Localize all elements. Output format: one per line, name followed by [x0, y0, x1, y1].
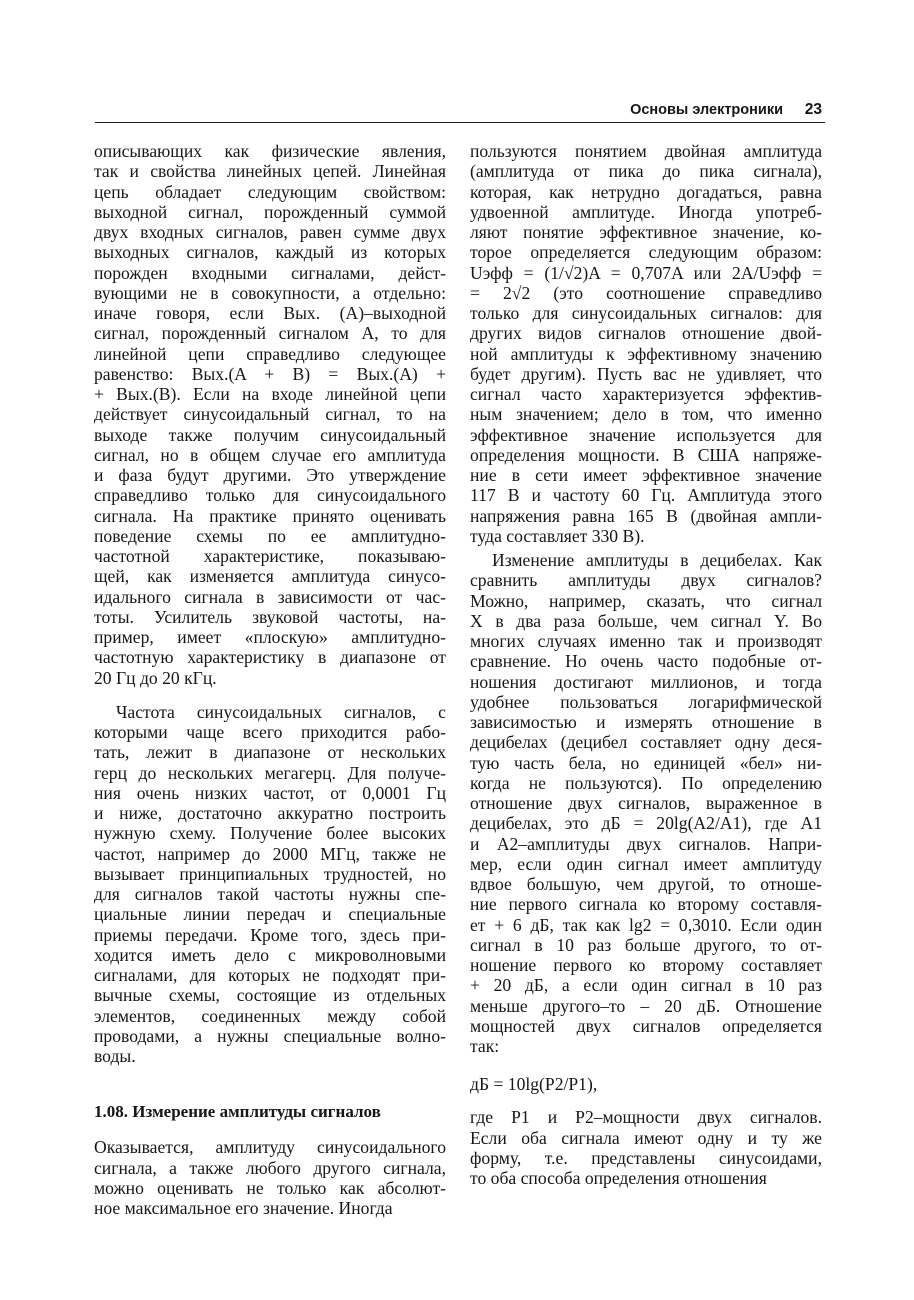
text-line: сравнить амплитуды двух сигналов? — [470, 570, 822, 591]
text-line: + 20 дБ, а если один сигнал в 10 раз — [470, 975, 822, 996]
left-column — [94, 141, 446, 1218]
text-line: Uэфф = (1/√2)A = 0,707A или 2A/Uэфф = — [470, 262, 822, 283]
text-line: тую часть бела, но единицей «бел» ни- — [470, 752, 822, 773]
text-line: будет другим). Пусть вас не удивляет, что — [470, 363, 822, 384]
text-line: многих случаях именно так и производят — [470, 631, 822, 651]
text-line: ния очень низких частот, от 0,0001 Гц — [94, 782, 446, 803]
text-line: поведение схемы по ее амплитудно- — [94, 525, 446, 546]
text-line: действует синусоидальный сигнал, то на — [94, 404, 446, 425]
text-line: пользуются понятием двойная амплитуда — [470, 141, 822, 161]
text-line: + Вых.(B). Если на входе линейной цепи — [94, 384, 446, 404]
text-line: 117 В и частоту 60 Гц. Амплитуда этого — [470, 485, 822, 506]
text-line: вызывает принципиальных трудностей, но — [94, 863, 446, 884]
text-line: и фаза будут другими. Это утверждение — [94, 465, 446, 485]
text-line: которая, как нетрудно догадаться, равна — [470, 181, 822, 202]
text-line: отношение двух сигналов, выраженное в — [470, 793, 822, 813]
text-line: ным значением; дело в том, что именно — [470, 404, 822, 425]
text-line: напряжения равна 165 В (двойная ампли- — [470, 505, 822, 526]
text-line: сигнала. На практике принято оценивать — [94, 505, 446, 526]
text-line: порожден входными сигналами, дейст- — [94, 262, 446, 283]
left-paragraph-2 — [94, 702, 446, 1067]
text-line: описывающих как физические явления, — [94, 141, 446, 161]
text-line: вующими не в совокупности, а отдельно: — [94, 282, 446, 303]
text-line: торое определяется следующим образом: — [470, 242, 822, 263]
text-line: щей, как изменяется амплитуда синусо- — [94, 566, 446, 587]
right-paragraph-1 — [470, 141, 822, 546]
text-line: вдвое большую, чем другой, то отноше- — [470, 874, 822, 894]
text-line: Частота синусоидальных сигналов, с — [116, 701, 446, 722]
text-line: ляют понятие эффективное значение, ко- — [470, 222, 822, 242]
text-line: сигнал часто характеризуется эффектив- — [470, 384, 822, 404]
text-line: выходной сигнал, порожденный суммой — [94, 201, 446, 222]
text-line: цепь обладает следующим свойством: — [94, 181, 446, 202]
page-number: 23 — [804, 101, 822, 118]
text-line: так и свойства линейных цепей. Линейная — [94, 161, 446, 182]
text-line: проводами, а нужны специальные волно- — [94, 1025, 446, 1046]
text-line: меньше другого–то – 20 дБ. Отношение — [470, 995, 822, 1016]
text-line: Можно, например, сказать, что сигнал — [470, 590, 822, 611]
text-line: нужную схему. Получение более высоких — [94, 823, 446, 844]
text-line: можно оценивать не только как абсолют- — [94, 1177, 446, 1198]
text-line: где P1 и P2–мощности двух сигналов. — [470, 1107, 822, 1128]
text-line: так: — [470, 1036, 500, 1056]
text-line: и A2–амплитуды двух сигналов. Напри- — [470, 833, 822, 854]
text-line: децибелах, это дБ = 20lg(A2/A1), где A1 — [470, 813, 822, 834]
text-line: ношения достигают миллионов, и тогда — [470, 671, 822, 692]
text-line: сигнал, порожденный сигналом A, то для — [94, 323, 446, 344]
text-line: ное максимальное его значение. Иногда — [94, 1198, 393, 1218]
right-paragraph-2 — [470, 550, 822, 1056]
text-line: форму, т.е. представлены синусоидами, — [470, 1147, 822, 1168]
left-paragraph-3 — [94, 1137, 446, 1218]
text-line: ет + 6 дБ, так как lg2 = 0,3010. Если один — [470, 914, 822, 935]
text-line: то оба способа определения отношения — [470, 1168, 767, 1188]
right-paragraph-3 — [470, 1107, 822, 1188]
text-line: для сигналов такой частоты нужны спе- — [94, 884, 446, 904]
text-line: ние первого сигнала ко второму составля- — [470, 894, 822, 915]
text-line: вычные схемы, состоящие из отдельных — [94, 985, 446, 1006]
text-line: Если оба сигнала имеют одну и ту же — [470, 1127, 822, 1148]
text-line: Оказывается, амплитуду синусоидального — [94, 1137, 446, 1158]
text-line: ние в сети имеет эффективное значение — [470, 465, 822, 485]
right-column — [470, 141, 822, 1188]
text-line: пример, имеет «плоскую» амплитудно- — [94, 627, 446, 647]
text-line: выходных сигналов, каждый из которых — [94, 242, 446, 263]
text-line: циальные линии передач и специальные — [94, 904, 446, 925]
text-line: частотной характеристике, показываю- — [94, 546, 446, 566]
text-line: ношение первого ко второму составляет — [470, 955, 822, 975]
text-line: ной амплитуды к эффективному значению — [470, 343, 822, 364]
text-line: (амплитуда от пика до пика сигнала), — [470, 161, 822, 182]
text-line: эффективное значение используется для — [470, 424, 822, 445]
text-line: которыми чаще всего приходится рабо- — [94, 722, 446, 742]
text-line: только для синусоидальных сигналов: для — [470, 303, 822, 323]
text-line: удвоенной амплитуде. Иногда употреб- — [470, 201, 822, 222]
text-line: X в два раза больше, чем сигнал Y. Во — [470, 610, 822, 631]
text-line: туда составляет 330 В). — [470, 525, 645, 546]
text-line: сигнала, а также любого другого сигнала, — [94, 1157, 446, 1178]
text-line: сигнал, но в общем случае его амплитуда — [94, 444, 446, 465]
text-line: идального сигнала в зависимости от час- — [94, 586, 446, 607]
text-line: частот, например до 2000 МГц, также не — [94, 843, 446, 864]
text-line: тать, лежит в диапазоне от нескольких — [94, 742, 446, 763]
text-line: ходится иметь дело с микроволновыми — [94, 944, 446, 965]
text-line: иначе говоря, если Вых. (A)–выходной — [94, 303, 446, 323]
text-line: мер, если один сигнал имеет амплитуду — [470, 853, 822, 874]
text-line: двух входных сигналов, равен сумме двух — [94, 222, 446, 242]
text-line: тоты. Усилитель звуковой частоты, на- — [94, 606, 446, 627]
text-line: когда не пользуются). По определению — [470, 772, 822, 793]
text-line: сравнение. Но очень часто подобные от- — [470, 651, 822, 672]
running-header-title: Основы электроники — [630, 102, 783, 118]
text-line: удобнее пользоваться логарифмической — [470, 691, 822, 712]
text-line: определения мощности. В США напряже- — [470, 444, 822, 465]
left-paragraph-1 — [94, 141, 446, 688]
text-line: мощностей двух сигналов определяется — [470, 1015, 822, 1036]
text-line: выходе также получим синусоидальный — [94, 424, 446, 445]
running-header — [95, 100, 825, 123]
text-line: линейной цепи справедливо следующее — [94, 343, 446, 364]
text-line: децибелах (децибел составляет одну деся- — [470, 732, 822, 753]
text-line: 20 Гц до 20 кГц. — [94, 667, 217, 688]
text-line: = 2√2 (это соотношение справедливо — [470, 282, 822, 303]
text-line: и ниже, достаточно аккуратно построить — [94, 803, 446, 823]
text-line: равенство: Вых.(A + B) = Вых.(A) + — [94, 363, 446, 384]
text-line: зависимостью и измерять отношение в — [470, 712, 822, 732]
text-line: Изменение амплитуды в децибелах. Как — [492, 550, 822, 570]
text-line: герц до нескольких мегагерц. Для получе- — [94, 762, 446, 783]
text-line: сигналами, для которых не подходят при- — [94, 965, 446, 985]
text-line: воды. — [94, 1046, 136, 1066]
formula-db-power: дБ = 10lg(P2/P1), — [470, 1074, 598, 1095]
text-line: элементов, соединенных между собой — [94, 1005, 446, 1026]
text-line: сигнал в 10 раз больше другого, то от- — [470, 934, 822, 955]
text-line: частотную характеристику в диапазоне от — [94, 647, 446, 668]
text-line: других видов сигналов отношение двой- — [470, 323, 822, 344]
text-line: справедливо только для синусоидального — [94, 485, 446, 506]
text-line: приемы передачи. Кроме того, здесь при- — [94, 924, 446, 945]
section-heading: 1.08. Измерение амплитуды сигналов — [94, 1102, 381, 1122]
